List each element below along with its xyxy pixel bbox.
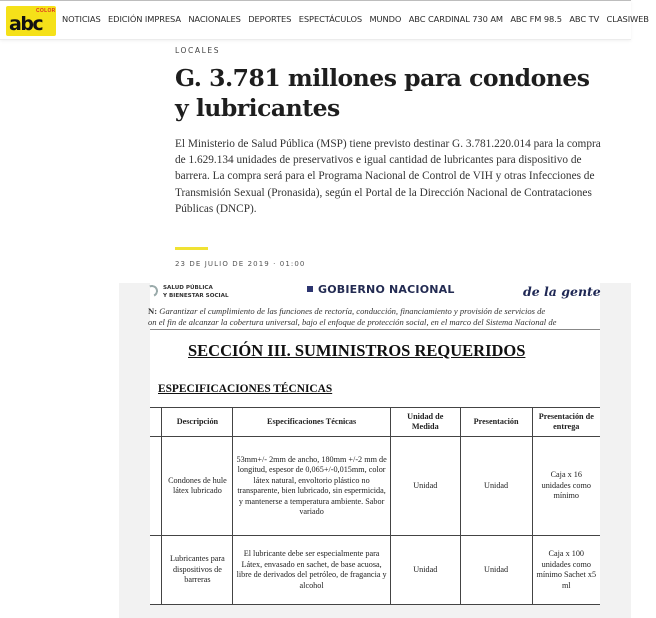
table-row	[150, 437, 600, 536]
article-lead: El Ministerio de Salud Pública (MSP) tiene previsto destinar G. 3.781.220.014 para la compra de 1.629.134 unidades de preservativos e igual cantidad de lubricantes para dispositivo de barrera. La compra será para el Programa Nacional de Control de VIH y otras Infecciones de Transmisión Sexual (Pronasida), según el Portal de la Dirección Nacional de Contrataciones Públicas (DNCP).	[175, 138, 601, 215]
article-section-label[interactable]: LOCALES	[175, 46, 221, 55]
article-title: G. 3.781 millones para condones y lubricantes	[175, 64, 590, 122]
nav-item-noticias[interactable]: NOTICIAS	[62, 14, 101, 24]
nav-item-mundo[interactable]: MUNDO	[369, 14, 402, 24]
table-cell-descripcion: Condones de hule látex lubricado	[162, 437, 233, 536]
ministry-name-line2: Y BIENESTAR SOCIAL	[163, 293, 229, 299]
table-cell-presentacion: Unidad	[460, 536, 532, 605]
gobierno-nacional-logo	[307, 283, 455, 296]
table-cell-entrega: Caja x 100 unidades como mínimo Sachet x5 ml	[532, 536, 600, 605]
table-row	[150, 536, 600, 605]
table-header: Especificaciones Técnicas	[233, 408, 391, 437]
document-section-title: SECCIÓN III. SUMINISTROS REQUERIDOS	[188, 341, 526, 360]
ministry-emblem-icon	[144, 283, 159, 298]
accent-divider	[175, 247, 208, 250]
table-header-blank	[150, 408, 162, 437]
nav-item-abc-tv[interactable]: ABC TV	[569, 14, 600, 24]
table-cell-especificaciones: El lubricante debe ser especialmente para Látex, envasado en sachet, de base acuosa, libre de derivados del petróleo, de fragancia y alcohol	[233, 536, 391, 605]
document-subtitle: ESPECIFICACIONES TÉCNICAS	[158, 383, 333, 395]
nav-item-espectaculos[interactable]: ESPECTÁCULOS	[298, 14, 363, 24]
nav-item-nacionales[interactable]: NACIONALES	[188, 14, 241, 24]
table-cell-descripcion: Lubricantes para dispositivos de barreras	[162, 536, 233, 605]
abc-color-logo[interactable]	[6, 6, 56, 36]
specifications-table	[150, 407, 600, 605]
table-header: Descripción	[162, 408, 233, 437]
table-cell-unidad: Unidad	[390, 437, 460, 536]
nav-item-abc-fm[interactable]: ABC FM 98.5	[510, 14, 562, 24]
table-cell-blank	[150, 536, 162, 605]
table-header: Unidad de Medida	[390, 408, 460, 437]
table-cell-presentacion: Unidad	[460, 437, 532, 536]
logo-subtext: COLOR	[36, 8, 56, 14]
slogan: de la gente	[523, 284, 601, 299]
mission-label: N:	[148, 306, 158, 316]
site-header	[0, 0, 649, 40]
mission-line-2: on el fin de alcanzar la cobertura universal, bajo el enfoque de protección social, en el marco del Sistema Nacional de	[148, 317, 557, 327]
nav-item-deportes[interactable]: DEPORTES	[248, 14, 292, 24]
square-bullet-icon	[307, 286, 313, 292]
document-page	[150, 283, 600, 605]
gobierno-text: GOBIERNO NACIONAL	[318, 283, 455, 296]
ministry-logo	[150, 283, 300, 303]
document-divider	[150, 329, 600, 330]
table-cell-blank	[150, 437, 162, 536]
table-header-row	[150, 408, 600, 437]
nav-item-abc-cardinal[interactable]: ABC CARDINAL 730 AM	[408, 14, 503, 24]
nav-item-clasiweb[interactable]: CLASIWEB	[606, 14, 649, 24]
document-image	[119, 283, 631, 618]
mission-line-1: Garantizar el cumplimiento de las funciones de rectoría, conducción, financiamiento y provisión de servicios de	[159, 306, 546, 316]
table-header: Presentación	[460, 408, 532, 437]
ministry-name-line1: SALUD PÚBLICA	[163, 285, 213, 291]
mission-text	[148, 306, 608, 328]
table-header: Presentación de entrega	[532, 408, 600, 437]
table-cell-unidad: Unidad	[390, 536, 460, 605]
main-nav	[62, 14, 656, 24]
table-cell-especificaciones: 53mm+/- 2mm de ancho, 180mm +/-2 mm de longitud, espesor de 0,065+/-0,015mm, color látex natural, envoltorio plástico no transparente, bien lubricado, sin espermicida, y mantenerse a temperatura ambiente. Sabor variado	[233, 437, 391, 536]
logo-text: abc	[9, 13, 43, 35]
article-dateline: 23 DE JULIO DE 2019 · 01:00	[175, 260, 306, 268]
table-cell-entrega: Caja x 16 unidades como mínimo	[532, 437, 600, 536]
nav-item-edicion-impresa[interactable]: EDICIÓN IMPRESA	[108, 14, 181, 24]
